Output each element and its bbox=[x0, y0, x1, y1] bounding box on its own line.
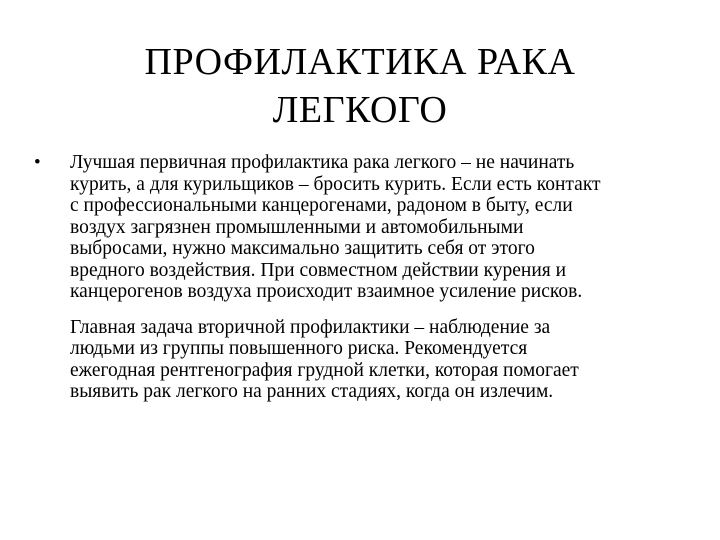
paragraph-line: вредного воздействия. При совместном действии курения и bbox=[70, 259, 567, 281]
bullet-icon: • bbox=[34, 152, 41, 173]
paragraph-line: выбросами, нужно максимально защитить себя от этого bbox=[70, 238, 535, 259]
paragraph-line: Главная задача вторичной профилактики – наблюдение за bbox=[70, 316, 551, 338]
paragraph-line: канцерогенов воздуха происходит взаимное усиление рисков. bbox=[70, 281, 583, 302]
paragraph-line: курить, а для курильщиков – бросить курить. Если есть контакт bbox=[70, 173, 601, 195]
bullet-item bbox=[30, 152, 690, 303]
paragraph-line: воздух загрязнен промышленными и автомобильными bbox=[70, 216, 524, 238]
slide-title-line-2: ЛЕГКОГО bbox=[272, 89, 448, 131]
paragraph-line: с профессиональными канцерогенами, радоном в быту, если bbox=[70, 195, 573, 216]
slide-title-line-1: ПРОФИЛАКТИКА РАКА bbox=[144, 41, 576, 83]
secondary-prevention-paragraph bbox=[30, 317, 690, 403]
paragraph-line: людьми из группы повышенного риска. Рекомендуется bbox=[70, 338, 528, 359]
paragraph-line: ежегодная рентгенография грудной клетки, которая помогает bbox=[70, 359, 579, 381]
primary-prevention-paragraph bbox=[70, 152, 690, 303]
slide-title bbox=[60, 38, 660, 134]
paragraph-line: выявить рак легкого на ранних стадиях, когда он излечим. bbox=[70, 381, 554, 402]
paragraph-line: Лучшая первичная профилактика рака легкого – не начинать bbox=[70, 152, 575, 173]
slide-body bbox=[30, 152, 690, 403]
